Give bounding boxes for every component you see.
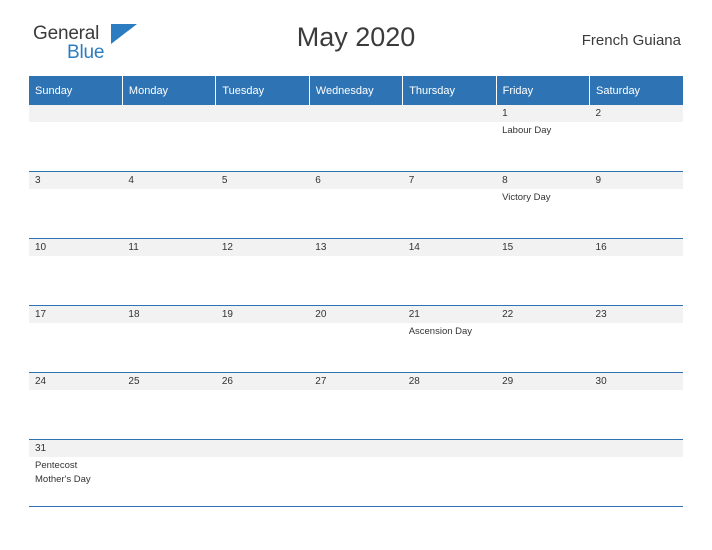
day-number xyxy=(403,105,496,122)
calendar-day-number-cell[interactable] xyxy=(309,172,402,190)
day-events xyxy=(122,323,215,325)
calendar-day-number-cell[interactable] xyxy=(122,239,215,257)
day-number: 19 xyxy=(221,309,233,320)
page-header xyxy=(29,0,683,63)
day-events xyxy=(216,256,309,258)
calendar-day-cell[interactable] xyxy=(122,323,215,373)
weekday-header-row xyxy=(29,76,683,105)
calendar-day-number-cell[interactable] xyxy=(496,306,589,324)
calendar-day-cell xyxy=(122,122,215,172)
calendar-day-cell[interactable] xyxy=(29,323,122,373)
calendar-day-number-cell[interactable] xyxy=(590,306,683,324)
day-number xyxy=(309,440,402,457)
calendar-day-cell[interactable] xyxy=(29,390,122,440)
calendar-day-cell xyxy=(309,457,402,507)
day-number: 16 xyxy=(595,242,607,253)
calendar-day-number-cell[interactable] xyxy=(590,373,683,391)
calendar-day-number-cell[interactable] xyxy=(496,373,589,391)
calendar-day-number-cell[interactable] xyxy=(590,105,683,122)
calendar-day-cell[interactable] xyxy=(496,189,589,239)
calendar-day-number-cell xyxy=(216,440,309,458)
day-events xyxy=(590,457,683,459)
day-number xyxy=(29,105,122,122)
calendar-day-cell[interactable] xyxy=(496,256,589,306)
day-number: 30 xyxy=(595,376,607,387)
calendar-day-cell xyxy=(403,457,496,507)
day-number: 12 xyxy=(221,242,233,253)
month-calendar xyxy=(29,76,683,507)
logo-general-text: General xyxy=(33,23,100,44)
day-events xyxy=(309,390,402,392)
calendar-day-number-cell[interactable] xyxy=(29,306,122,324)
day-events xyxy=(590,390,683,392)
day-events xyxy=(216,457,309,459)
calendar-day-number-cell[interactable] xyxy=(29,440,122,458)
calendar-day-cell xyxy=(496,457,589,507)
day-number: 7 xyxy=(408,175,415,186)
day-events xyxy=(122,457,215,459)
calendar-week-number-row xyxy=(29,172,683,190)
calendar-day-cell[interactable] xyxy=(590,390,683,440)
day-events xyxy=(590,256,683,258)
day-number: 2 xyxy=(595,108,602,119)
day-events xyxy=(29,256,122,258)
calendar-day-number-cell[interactable] xyxy=(403,306,496,324)
calendar-day-cell[interactable] xyxy=(216,390,309,440)
weekday-header-monday: Monday xyxy=(122,76,215,105)
day-number: 3 xyxy=(35,175,41,186)
holiday-label: Mother's Day xyxy=(35,474,91,485)
calendar-day-number-cell xyxy=(122,440,215,458)
calendar-day-number-cell[interactable] xyxy=(29,239,122,257)
calendar-day-number-cell xyxy=(309,105,402,122)
day-events xyxy=(496,256,589,258)
calendar-day-number-cell xyxy=(216,105,309,122)
calendar-day-number-cell[interactable] xyxy=(496,172,589,190)
day-number xyxy=(403,440,496,457)
calendar-day-cell[interactable] xyxy=(496,122,589,172)
calendar-day-cell xyxy=(216,457,309,507)
day-events xyxy=(403,122,496,124)
day-number: 11 xyxy=(128,242,139,253)
calendar-day-number-cell[interactable] xyxy=(309,239,402,257)
calendar-day-cell[interactable] xyxy=(590,122,683,172)
calendar-week-row xyxy=(29,189,683,239)
day-number: 9 xyxy=(595,175,602,186)
calendar-day-cell xyxy=(216,122,309,172)
day-events xyxy=(309,189,402,191)
day-number: 4 xyxy=(128,175,134,186)
day-number: 15 xyxy=(502,242,514,253)
region-label: French Guiana xyxy=(581,31,681,49)
day-events xyxy=(309,323,402,325)
calendar-day-cell[interactable] xyxy=(309,256,402,306)
weekday-header-saturday: Saturday xyxy=(590,76,683,105)
calendar-day-cell[interactable] xyxy=(590,189,683,239)
calendar-day-number-cell[interactable] xyxy=(216,373,309,391)
logo-blue-text: Blue xyxy=(67,42,105,63)
day-events xyxy=(309,256,402,258)
calendar-week-row xyxy=(29,390,683,440)
day-number: 29 xyxy=(502,376,514,387)
day-events xyxy=(590,122,683,124)
day-events xyxy=(216,189,309,191)
calendar-day-number-cell[interactable] xyxy=(216,172,309,190)
calendar-week-row xyxy=(29,323,683,373)
day-number xyxy=(309,105,402,122)
calendar-day-number-cell xyxy=(590,440,683,458)
calendar-day-number-cell xyxy=(403,105,496,122)
day-number: 8 xyxy=(502,175,508,186)
calendar-day-cell[interactable] xyxy=(496,390,589,440)
day-events xyxy=(29,122,122,124)
day-events xyxy=(122,390,215,392)
day-number: 14 xyxy=(408,242,420,253)
day-number xyxy=(122,105,215,122)
calendar-day-cell[interactable] xyxy=(496,323,589,373)
calendar-day-number-cell xyxy=(496,440,589,458)
day-events xyxy=(122,189,215,191)
calendar-week-row xyxy=(29,256,683,306)
calendar-day-cell[interactable] xyxy=(403,189,496,239)
calendar-day-number-cell[interactable] xyxy=(29,172,122,190)
day-events xyxy=(309,457,402,459)
calendar-day-number-cell[interactable] xyxy=(216,239,309,257)
calendar-day-number-cell[interactable] xyxy=(403,373,496,391)
calendar-day-number-cell[interactable] xyxy=(403,172,496,190)
calendar-day-number-cell xyxy=(309,440,402,458)
day-events xyxy=(216,323,309,325)
calendar-day-cell[interactable] xyxy=(403,390,496,440)
holiday-label: Pentecost xyxy=(35,460,78,471)
day-number xyxy=(216,105,309,122)
day-events xyxy=(216,122,309,124)
general-blue-logo[interactable] xyxy=(29,18,189,62)
calendar-week-number-row xyxy=(29,105,683,122)
calendar-day-cell[interactable] xyxy=(403,323,496,373)
day-events xyxy=(29,323,122,325)
day-number: 24 xyxy=(35,376,47,387)
calendar-day-cell[interactable] xyxy=(122,189,215,239)
day-number xyxy=(216,440,309,457)
day-events xyxy=(496,122,589,138)
calendar-day-cell[interactable] xyxy=(309,390,402,440)
day-number xyxy=(122,440,215,457)
day-number: 23 xyxy=(595,309,607,320)
calendar-day-number-cell xyxy=(29,105,122,122)
calendar-day-cell[interactable] xyxy=(590,323,683,373)
day-events xyxy=(496,457,589,459)
day-events xyxy=(403,390,496,392)
calendar-week-row xyxy=(29,457,683,507)
calendar-day-cell[interactable] xyxy=(29,256,122,306)
calendar-day-cell[interactable] xyxy=(216,189,309,239)
calendar-week-number-row xyxy=(29,306,683,324)
day-events xyxy=(403,457,496,459)
day-events xyxy=(590,189,683,191)
page-title: May 2020 xyxy=(296,22,416,52)
day-number: 17 xyxy=(35,309,47,320)
day-number: 1 xyxy=(502,108,508,119)
calendar-day-cell[interactable] xyxy=(309,189,402,239)
day-number: 28 xyxy=(408,376,420,387)
day-number: 20 xyxy=(315,309,327,320)
day-events xyxy=(496,390,589,392)
holiday-label: Ascension Day xyxy=(408,326,473,337)
day-events xyxy=(122,122,215,124)
calendar-day-number-cell[interactable] xyxy=(122,172,215,190)
calendar-day-cell xyxy=(122,457,215,507)
calendar-day-number-cell[interactable] xyxy=(122,373,215,391)
day-number: 13 xyxy=(315,242,327,253)
calendar-week-row xyxy=(29,122,683,172)
flag-icon xyxy=(111,24,137,44)
day-number: 27 xyxy=(315,376,327,387)
calendar-day-cell[interactable] xyxy=(122,390,215,440)
calendar-day-number-cell[interactable] xyxy=(403,239,496,257)
day-number xyxy=(590,440,683,457)
day-events xyxy=(496,189,589,205)
calendar-day-cell[interactable] xyxy=(403,256,496,306)
day-number: 18 xyxy=(128,309,140,320)
calendar-day-cell xyxy=(590,457,683,507)
day-number: 22 xyxy=(502,309,514,320)
calendar-day-cell[interactable] xyxy=(29,189,122,239)
day-events xyxy=(29,457,122,487)
day-number: 5 xyxy=(221,175,228,186)
holiday-label: Labour Day xyxy=(502,125,552,136)
weekday-header-thursday: Thursday xyxy=(403,76,496,105)
calendar-day-cell[interactable] xyxy=(590,256,683,306)
day-events xyxy=(29,390,122,392)
weekday-header-wednesday: Wednesday xyxy=(309,76,402,105)
calendar-day-number-cell[interactable] xyxy=(309,373,402,391)
calendar-week-number-row xyxy=(29,440,683,458)
day-number: 6 xyxy=(315,175,321,186)
day-events xyxy=(309,122,402,124)
holiday-label: Victory Day xyxy=(502,192,551,203)
day-events xyxy=(216,390,309,392)
calendar-day-cell[interactable] xyxy=(216,256,309,306)
calendar-day-cell[interactable] xyxy=(216,323,309,373)
calendar-day-number-cell[interactable] xyxy=(496,239,589,257)
day-events xyxy=(122,256,215,258)
calendar-day-number-cell[interactable] xyxy=(309,306,402,324)
calendar-day-number-cell[interactable] xyxy=(496,105,589,122)
calendar-day-number-cell[interactable] xyxy=(590,239,683,257)
day-events xyxy=(403,256,496,258)
day-number: 21 xyxy=(408,309,420,320)
day-events xyxy=(403,189,496,191)
day-events xyxy=(590,323,683,325)
day-number xyxy=(496,440,589,457)
day-events xyxy=(403,323,496,339)
day-number: 26 xyxy=(221,376,233,387)
calendar-day-number-cell[interactable] xyxy=(122,306,215,324)
day-number: 10 xyxy=(35,242,47,253)
weekday-header-friday: Friday xyxy=(496,76,589,105)
calendar-day-cell xyxy=(309,122,402,172)
calendar-day-number-cell[interactable] xyxy=(29,373,122,391)
calendar-day-cell xyxy=(29,122,122,172)
calendar-day-number-cell xyxy=(122,105,215,122)
calendar-day-cell xyxy=(403,122,496,172)
calendar-day-cell[interactable] xyxy=(29,457,122,507)
calendar-day-cell[interactable] xyxy=(309,323,402,373)
day-number: 25 xyxy=(128,376,140,387)
calendar-body xyxy=(29,105,683,507)
day-number: 31 xyxy=(35,443,47,454)
day-events xyxy=(29,189,122,191)
day-events xyxy=(496,323,589,325)
calendar-day-number-cell[interactable] xyxy=(216,306,309,324)
calendar-day-cell[interactable] xyxy=(122,256,215,306)
calendar-day-number-cell xyxy=(403,440,496,458)
calendar-week-number-row xyxy=(29,239,683,257)
weekday-header-tuesday: Tuesday xyxy=(216,76,309,105)
calendar-day-number-cell[interactable] xyxy=(590,172,683,190)
weekday-header-sunday: Sunday xyxy=(29,76,122,105)
calendar-week-number-row xyxy=(29,373,683,391)
